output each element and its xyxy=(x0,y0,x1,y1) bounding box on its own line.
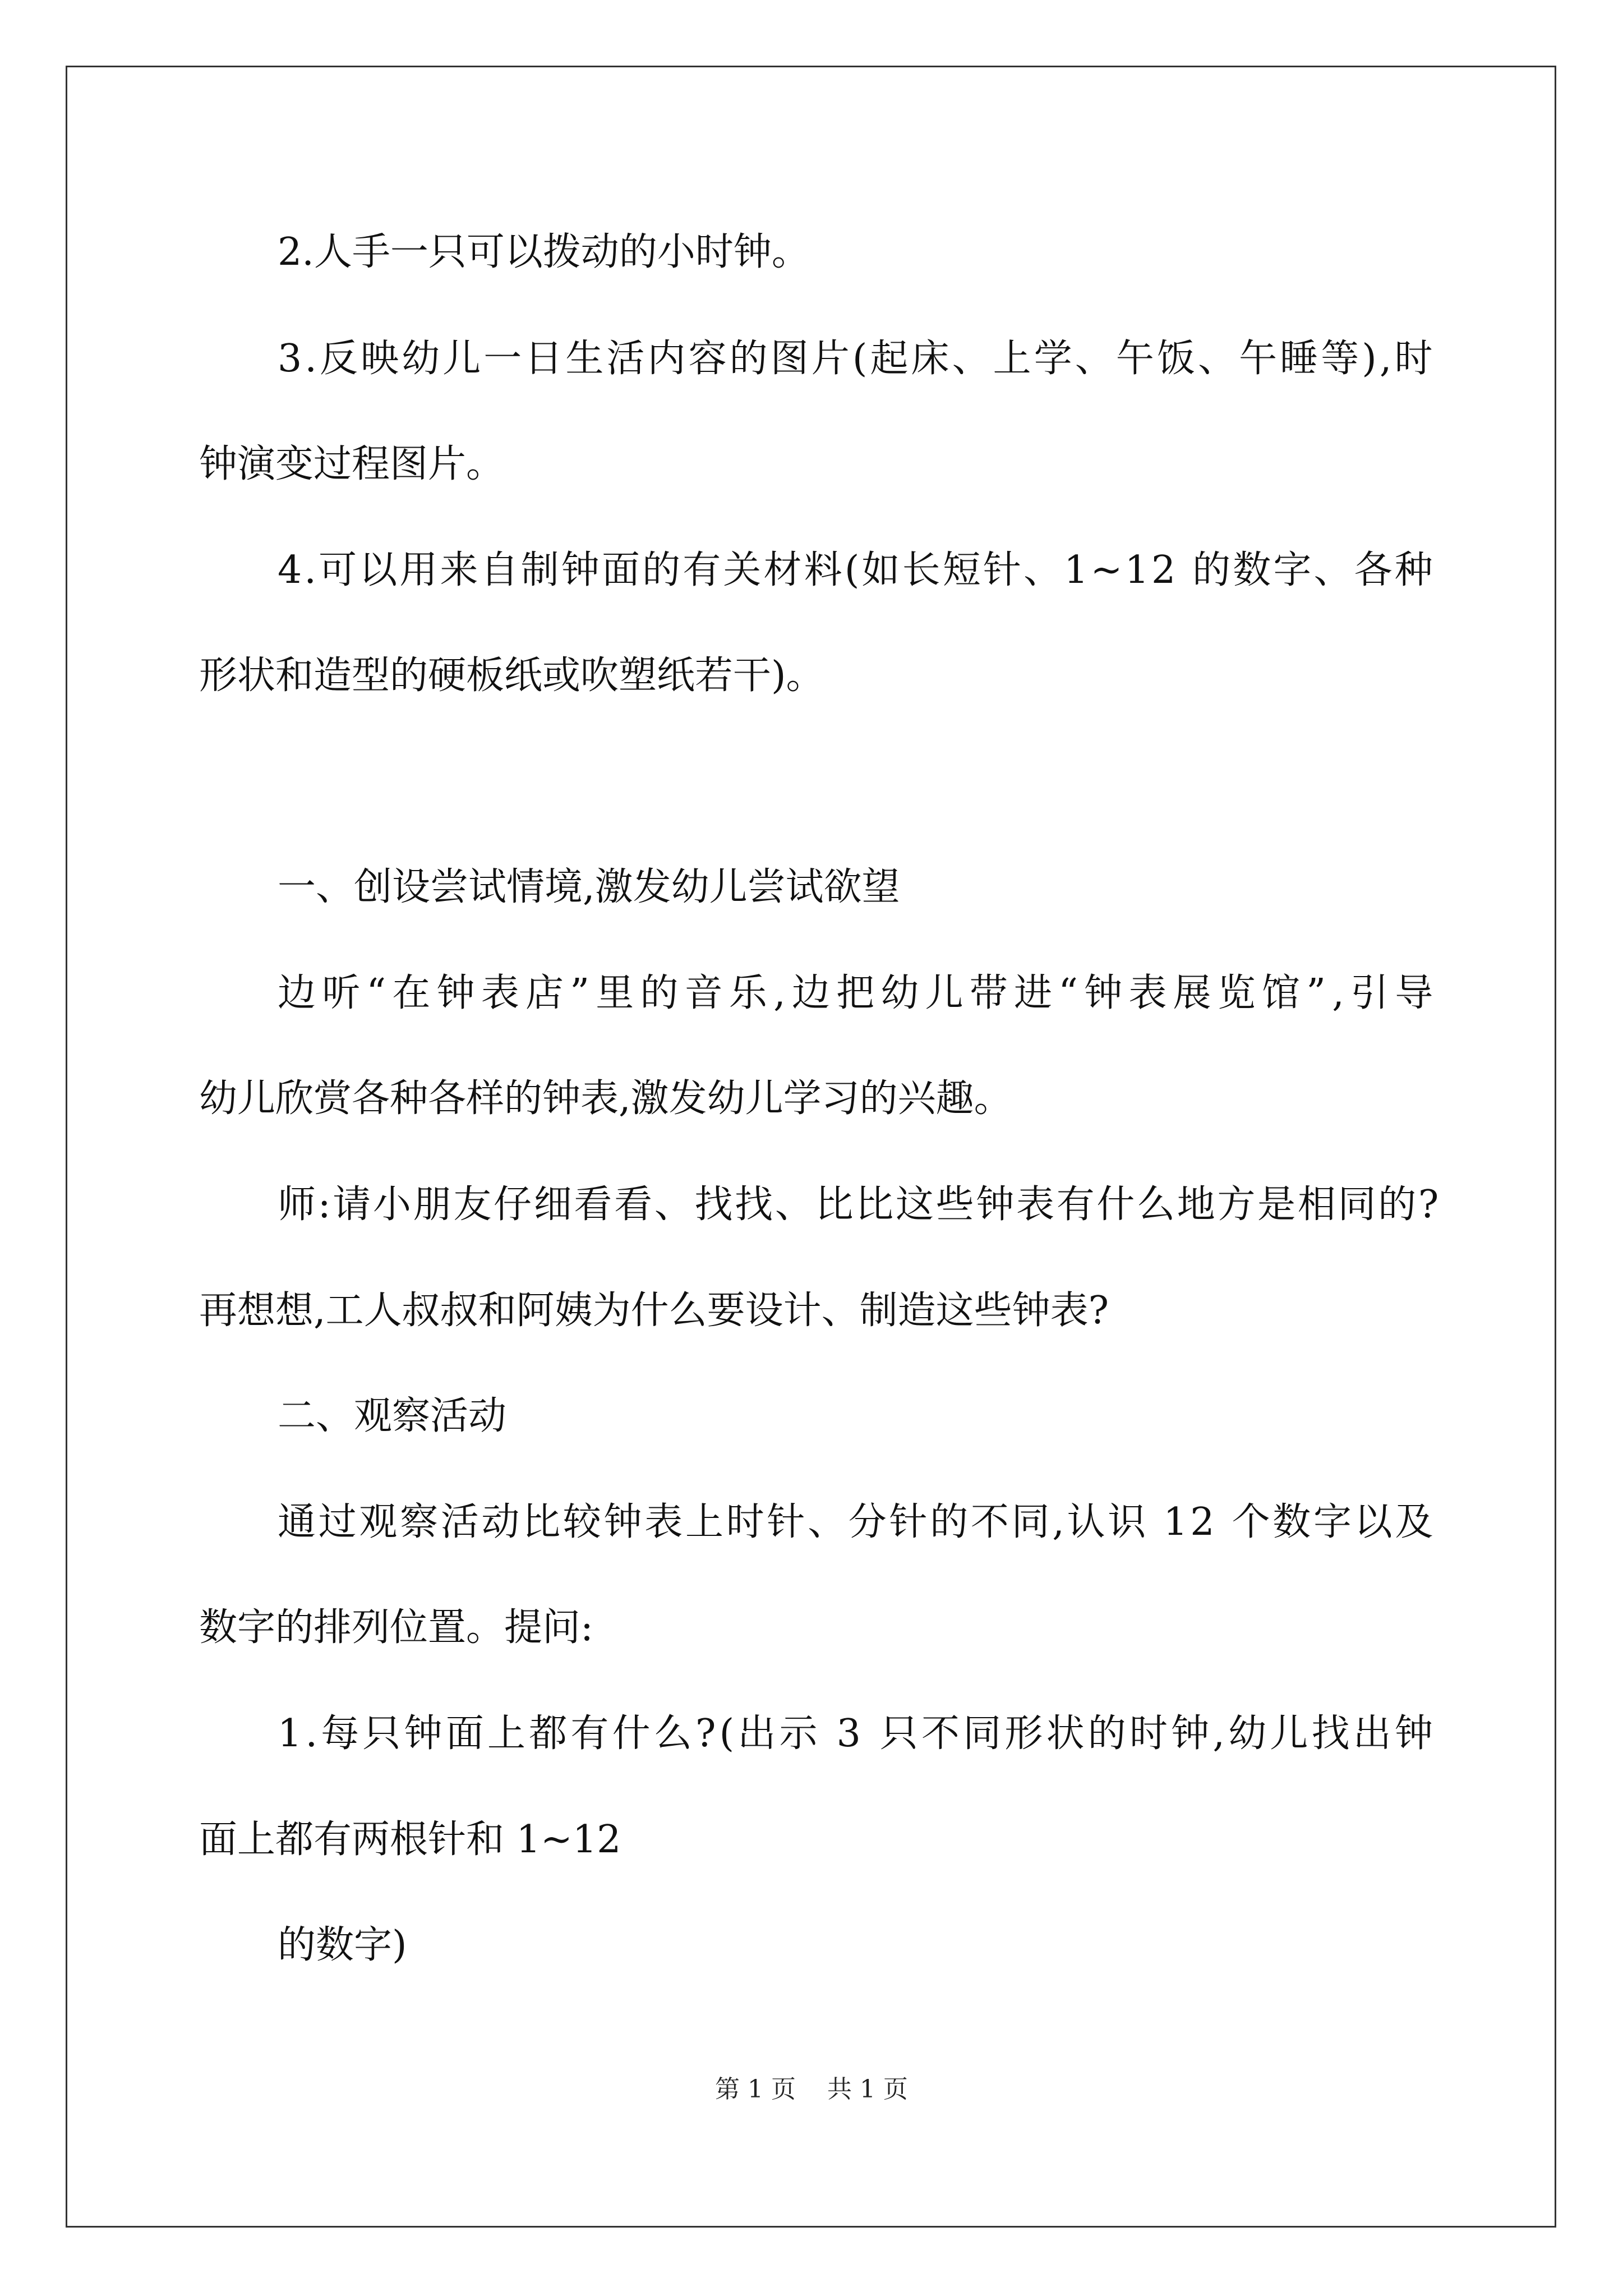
paragraph-line: 3.反映幼儿一日生活内容的图片(起床、上学、午饭、午睡等),时 xyxy=(278,337,1436,381)
paragraph-line: 再想想,工人叔叔和阿姨为什么要设计、制造这些钟表? xyxy=(199,1289,1109,1333)
paragraph-line: 师:请小朋友仔细看看、找找、比比这些钟表有什么地方是相同的? xyxy=(278,1182,1441,1227)
page-border xyxy=(66,66,1556,2228)
paragraph-line: 4.可以用来自制钟面的有关材料(如长短针、1~12 的数字、各种 xyxy=(278,548,1435,592)
paragraph-line: 数字的排列位置。提问: xyxy=(199,1605,593,1650)
paragraph-line: 幼儿欣赏各种各样的钟表,激发幼儿学习的兴趣。 xyxy=(199,1076,1012,1121)
paragraph-line: 钟演变过程图片。 xyxy=(199,442,505,486)
paragraph-line: 1.每只钟面上都有什么?(出示 3 只不同形状的时钟,幼儿找出钟 xyxy=(278,1711,1437,1756)
section-heading: 一、创设尝试情境,激发幼儿尝试欲望 xyxy=(278,865,900,909)
paragraph-line: 形状和造型的硬板纸或吹塑纸若干)。 xyxy=(199,654,824,698)
paragraph-line: 通过观察活动比较钟表上时针、分针的不同,认识 12 个数字以及 xyxy=(278,1500,1436,1544)
paragraph-line: 面上都有两根针和 1~12 xyxy=(199,1818,621,1862)
paragraph-line: 2.人手一只可以拨动的小时钟。 xyxy=(278,230,810,274)
paragraph-line: 的数字) xyxy=(278,1923,407,1967)
page-footer: 第 1 页 共 1 页 xyxy=(715,2075,908,2104)
paragraph-line: 边听“在钟表店”里的音乐,边把幼儿带进“钟表展览馆”,引导 xyxy=(278,971,1440,1015)
section-heading: 二、观察活动 xyxy=(278,1394,507,1438)
